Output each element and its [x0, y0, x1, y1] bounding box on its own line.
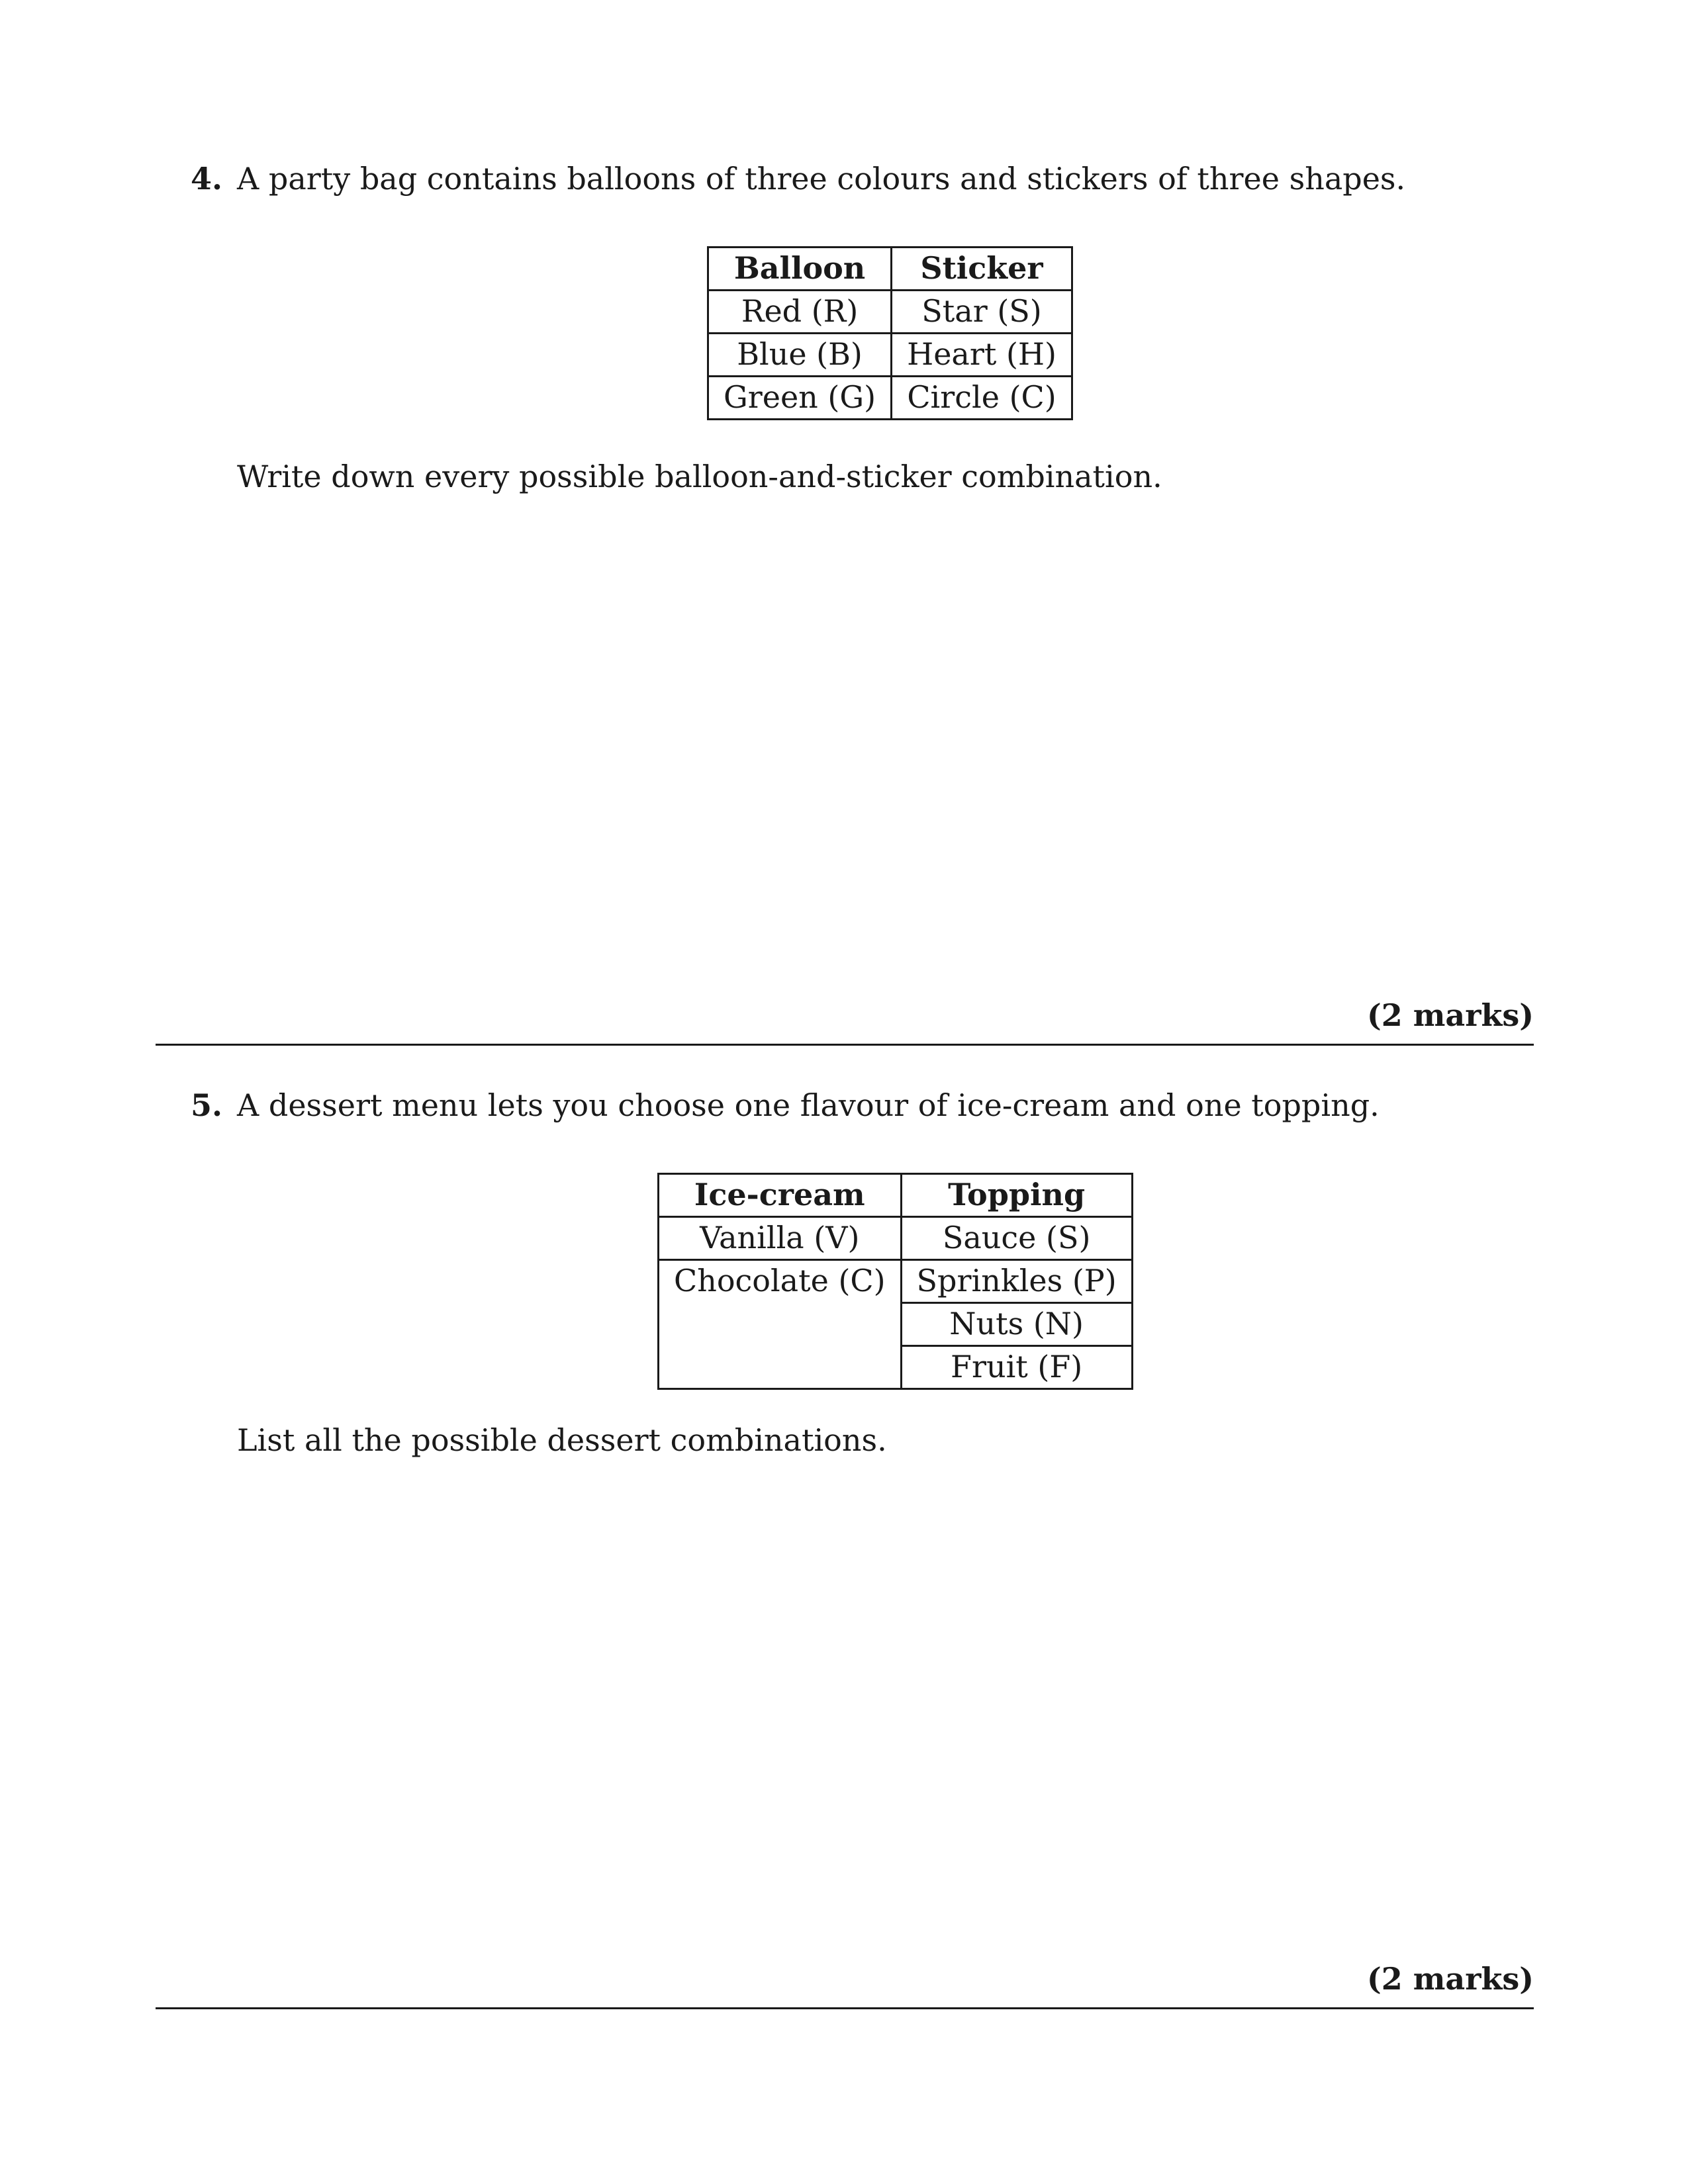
question-5-divider	[156, 2007, 1534, 2009]
table-row	[659, 1217, 1133, 1260]
question-4-divider	[156, 1044, 1534, 1046]
table-cell: Star (S)	[892, 291, 1072, 334]
table-cell: Sprinkles (P)	[901, 1260, 1132, 1303]
table-row	[708, 334, 1072, 377]
table-cell: Circle (C)	[892, 377, 1072, 420]
question-4-stem: A party bag contains balloons of three colours and stickers of three shapes.	[237, 161, 1406, 197]
table-header-row	[708, 248, 1072, 291]
table-cell: Vanilla (V)	[659, 1217, 902, 1260]
table-row	[708, 377, 1072, 420]
question-5-marks: (2 marks)	[1366, 1961, 1534, 1997]
table-cell: Red (R)	[708, 291, 892, 334]
question-5-number: 5.	[191, 1087, 223, 1123]
table-row	[659, 1260, 1133, 1303]
question-4-marks: (2 marks)	[1366, 997, 1534, 1033]
question-5-instruction: List all the possible dessert combinations.	[237, 1422, 887, 1458]
table-cell: Nuts (N)	[901, 1303, 1132, 1346]
balloon-sticker-table	[707, 246, 1073, 420]
table-cell: Blue (B)	[708, 334, 892, 377]
question-4-number: 4.	[191, 161, 223, 197]
table-header-topping: Topping	[901, 1174, 1132, 1217]
question-4-text	[191, 160, 1405, 197]
question-4-instruction: Write down every possible balloon-and-sticker combination.	[237, 459, 1162, 494]
table-header-balloon: Balloon	[708, 248, 892, 291]
table-cell: Fruit (F)	[901, 1346, 1132, 1389]
table-cell: Sauce (S)	[901, 1217, 1132, 1260]
table-cell: Heart (H)	[892, 334, 1072, 377]
table-cell: Green (G)	[708, 377, 892, 420]
table-cell: Chocolate (C)	[659, 1260, 902, 1389]
question-5-stem: A dessert menu lets you choose one flavour of ice-cream and one topping.	[237, 1087, 1380, 1123]
table-row	[708, 291, 1072, 334]
table-header-row	[659, 1174, 1133, 1217]
dessert-table	[657, 1173, 1133, 1390]
table-header-sticker: Sticker	[892, 248, 1072, 291]
question-5-text	[191, 1087, 1380, 1124]
table-header-ice-cream: Ice-cream	[659, 1174, 902, 1217]
